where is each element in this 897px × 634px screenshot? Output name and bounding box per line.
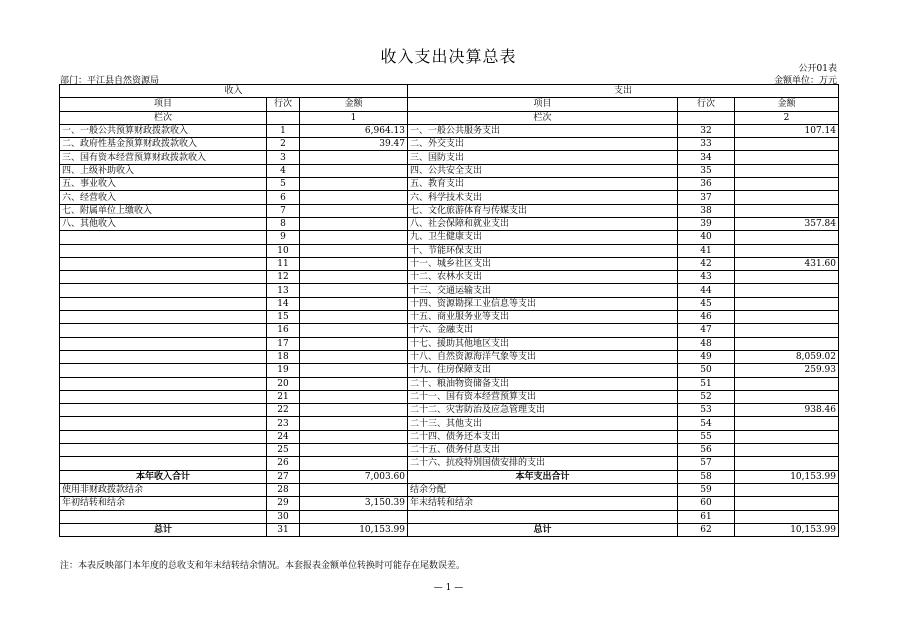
income-item: [60, 417, 267, 430]
expense-item: 十七、援助其他地区支出: [408, 337, 678, 350]
expense-item: 六、科学技术支出: [408, 191, 678, 204]
income-item: [60, 404, 267, 417]
expense-year-total-no: 58: [678, 470, 735, 483]
income-column-index: 1: [300, 111, 408, 124]
table-row: [60, 457, 839, 470]
expense-row-no: 40: [678, 231, 735, 244]
income-amount: [300, 377, 408, 390]
income-amount: [300, 337, 408, 350]
expense-item: 十五、商业服务业等支出: [408, 311, 678, 324]
income-row-no: 4: [267, 164, 300, 177]
year-total-row: [60, 470, 839, 483]
begin-balance-no: 29: [267, 497, 300, 510]
end-balance-amount: [735, 497, 839, 510]
expense-amount: 357.84: [735, 217, 839, 230]
expense-item-header: 项目: [408, 98, 678, 111]
expense-year-total-amount: 10,153.99: [735, 470, 839, 483]
income-item: [60, 257, 267, 270]
income-item: [60, 377, 267, 390]
expense-row-no: 47: [678, 324, 735, 337]
expense-amount: 431.60: [735, 257, 839, 270]
table-row: [60, 311, 839, 324]
table-row: [60, 191, 839, 204]
empty-cell: [735, 510, 839, 523]
expense-row-no: 54: [678, 417, 735, 430]
income-amount: [300, 284, 408, 297]
expense-amount: [735, 271, 839, 284]
expense-row-no: 42: [678, 257, 735, 270]
expense-grand-total-no: 62: [678, 523, 735, 536]
table-row: [60, 151, 839, 164]
income-item: [60, 364, 267, 377]
expense-amount: [735, 151, 839, 164]
expense-amount: 938.46: [735, 404, 839, 417]
expense-item: 十四、资源勘探工业信息等支出: [408, 297, 678, 310]
use-balance-amount: [300, 483, 408, 496]
table-row: [60, 271, 839, 284]
expense-row-no: 50: [678, 364, 735, 377]
income-row-no: 10: [267, 244, 300, 257]
income-row-no: 13: [267, 284, 300, 297]
income-amount: [300, 151, 408, 164]
income-row-no: 8: [267, 217, 300, 230]
expense-amount: 107.14: [735, 124, 839, 137]
income-amount: 39.47: [300, 138, 408, 151]
expense-amount: [735, 284, 839, 297]
expense-amount: 259.93: [735, 364, 839, 377]
expense-row-no: 43: [678, 271, 735, 284]
page-number: — 1 —: [433, 583, 464, 593]
table-row: [60, 124, 839, 137]
expense-item: 五、教育支出: [408, 178, 678, 191]
income-amount: [300, 231, 408, 244]
income-amount: [300, 217, 408, 230]
income-item: 七、附属单位上缴收入: [60, 204, 267, 217]
income-row-no: 14: [267, 297, 300, 310]
empty-cell: [300, 510, 408, 523]
table-row: [60, 390, 839, 403]
income-row-no: 6: [267, 191, 300, 204]
income-item: [60, 271, 267, 284]
income-expense-table: [59, 84, 839, 537]
expense-item: 十三、交通运输支出: [408, 284, 678, 297]
expense-amount: [735, 191, 839, 204]
end-balance-label: 年末结转和结余: [408, 497, 678, 510]
expense-item: 二十五、债务付息支出: [408, 444, 678, 457]
expense-amount: [735, 297, 839, 310]
table-row: [60, 377, 839, 390]
income-row-no: 22: [267, 404, 300, 417]
expense-amount: [735, 164, 839, 177]
income-row-no: 20: [267, 377, 300, 390]
income-grand-total-no: 31: [267, 523, 300, 536]
carryover-row: [60, 497, 839, 510]
use-balance-no: 28: [267, 483, 300, 496]
income-row-no: 2: [267, 138, 300, 151]
expense-item: 十九、住房保障支出: [408, 364, 678, 377]
income-row-no: 7: [267, 204, 300, 217]
income-row-no: 18: [267, 350, 300, 363]
department-label: 部门：平江县自然资源局: [60, 76, 160, 86]
expense-row-no: 55: [678, 430, 735, 443]
report-title: 收入支出决算总表: [380, 47, 517, 66]
expense-item: 二十二、灾害防治及应急管理支出: [408, 404, 678, 417]
income-item: [60, 457, 267, 470]
income-row-no: 3: [267, 151, 300, 164]
expense-item: 一、一般公共服务支出: [408, 124, 678, 137]
income-amount: [300, 271, 408, 284]
expense-row-no: 53: [678, 404, 735, 417]
section-header-row: [60, 85, 839, 98]
expense-row-no: 48: [678, 337, 735, 350]
surplus-dist-no: 59: [678, 483, 735, 496]
expense-item: 二十、粮油物资储备支出: [408, 377, 678, 390]
income-item: [60, 390, 267, 403]
expense-amount: [735, 337, 839, 350]
income-item: [60, 324, 267, 337]
grand-total-row: [60, 523, 839, 536]
table-row: [60, 430, 839, 443]
income-amount: [300, 444, 408, 457]
expense-row-no: 45: [678, 297, 735, 310]
table-row: [60, 284, 839, 297]
table-row: [60, 297, 839, 310]
expense-column-index: 2: [735, 111, 839, 124]
income-amount: [300, 204, 408, 217]
income-amount: [300, 350, 408, 363]
begin-balance-amount: 3,150.39: [300, 497, 408, 510]
income-item: [60, 430, 267, 443]
income-item: 四、上级补助收入: [60, 164, 267, 177]
income-row-no: 21: [267, 390, 300, 403]
income-amount: [300, 257, 408, 270]
table-row: [60, 178, 839, 191]
table-row: [60, 364, 839, 377]
table-row: [60, 231, 839, 244]
income-row-no: 23: [267, 417, 300, 430]
expense-item: 四、公共安全支出: [408, 164, 678, 177]
income-row-no: 26: [267, 457, 300, 470]
table-row: [60, 217, 839, 230]
table-row: [60, 417, 839, 430]
expense-row-no: 52: [678, 390, 735, 403]
expense-row-no: 33: [678, 138, 735, 151]
income-amount: [300, 311, 408, 324]
expense-amount: [735, 138, 839, 151]
expense-row-no: 56: [678, 444, 735, 457]
expense-amount: [735, 231, 839, 244]
income-amount: [300, 324, 408, 337]
expense-item: 二、外交支出: [408, 138, 678, 151]
expense-grand-total-label: 总计: [408, 523, 678, 536]
expense-amount: [735, 417, 839, 430]
income-item: [60, 231, 267, 244]
income-grand-total-amount: 10,153.99: [300, 523, 408, 536]
expense-item: 二十一、国有资本经营预算支出: [408, 390, 678, 403]
expense-row-no: 39: [678, 217, 735, 230]
expense-amount: [735, 457, 839, 470]
expense-item: 十二、农林水支出: [408, 271, 678, 284]
blank-expense-no: 61: [678, 510, 735, 523]
income-row-no: 5: [267, 178, 300, 191]
expense-row-no: 38: [678, 204, 735, 217]
amount-unit-label: 金额单位：万元: [773, 76, 837, 86]
expense-row-no: 35: [678, 164, 735, 177]
income-row-no: 25: [267, 444, 300, 457]
table-row: [60, 324, 839, 337]
expense-item: 十六、金融支出: [408, 324, 678, 337]
expense-row-no: 57: [678, 457, 735, 470]
expense-item: 九、卫生健康支出: [408, 231, 678, 244]
income-amount: [300, 430, 408, 443]
income-row-no: 24: [267, 430, 300, 443]
table-row: [60, 404, 839, 417]
surplus-dist-amount: [735, 483, 839, 496]
income-column-label: 栏次: [60, 111, 267, 124]
column-header-row: [60, 98, 839, 111]
income-amount-header: 金额: [300, 98, 408, 111]
income-amount: [300, 390, 408, 403]
expense-amount: [735, 444, 839, 457]
income-row-no: 17: [267, 337, 300, 350]
blank-row: [60, 510, 839, 523]
income-amount: 6,964.13: [300, 124, 408, 137]
expense-amount: 8,059.02: [735, 350, 839, 363]
income-item: [60, 444, 267, 457]
empty-cell: [60, 510, 267, 523]
expense-item: 七、文化旅游体育与传媒支出: [408, 204, 678, 217]
begin-balance-label: 年初结转和结余: [60, 497, 267, 510]
expense-section-header: 支出: [408, 85, 839, 98]
expense-row-no: 41: [678, 244, 735, 257]
income-year-total-no: 27: [267, 470, 300, 483]
income-amount: [300, 297, 408, 310]
income-amount: [300, 417, 408, 430]
empty-cell: [267, 111, 300, 124]
income-item: 三、国有资本经营预算财政拨款收入: [60, 151, 267, 164]
column-index-row: [60, 111, 839, 124]
income-amount: [300, 244, 408, 257]
expense-row-no: 44: [678, 284, 735, 297]
income-row-no: 11: [267, 257, 300, 270]
table-row: [60, 244, 839, 257]
expense-amount-header: 金额: [735, 98, 839, 111]
expense-row-no: 34: [678, 151, 735, 164]
income-amount: [300, 364, 408, 377]
income-year-total-amount: 7,003.60: [300, 470, 408, 483]
expense-item: 十八、自然资源海洋气象等支出: [408, 350, 678, 363]
expense-row-no: 49: [678, 350, 735, 363]
income-item: [60, 350, 267, 363]
expense-amount: [735, 178, 839, 191]
income-amount: [300, 457, 408, 470]
expense-amount: [735, 377, 839, 390]
income-item: 六、经营收入: [60, 191, 267, 204]
income-item: [60, 337, 267, 350]
income-item: [60, 311, 267, 324]
balance-row: [60, 483, 839, 496]
income-row-no: 19: [267, 364, 300, 377]
table-row: [60, 444, 839, 457]
income-item: 一、一般公共预算财政拨款收入: [60, 124, 267, 137]
expense-column-label: 栏次: [408, 111, 678, 124]
expense-amount: [735, 244, 839, 257]
expense-amount: [735, 324, 839, 337]
surplus-dist-label: 结余分配: [408, 483, 678, 496]
expense-item: 二十四、债务还本支出: [408, 430, 678, 443]
expense-amount: [735, 311, 839, 324]
expense-row-no: 46: [678, 311, 735, 324]
income-row-no: 9: [267, 231, 300, 244]
end-balance-no: 60: [678, 497, 735, 510]
income-row-no: 16: [267, 324, 300, 337]
table-row: [60, 164, 839, 177]
table-row: [60, 350, 839, 363]
expense-item: 十、节能环保支出: [408, 244, 678, 257]
income-item: 二、政府性基金预算财政拨款收入: [60, 138, 267, 151]
expense-row-no: 37: [678, 191, 735, 204]
expense-rowno-header: 行次: [678, 98, 735, 111]
table-row: [60, 204, 839, 217]
income-item: [60, 297, 267, 310]
income-item: 八、其他收入: [60, 217, 267, 230]
income-amount: [300, 404, 408, 417]
blank-income-no: 30: [267, 510, 300, 523]
income-item: [60, 284, 267, 297]
income-item: [60, 244, 267, 257]
income-row-no: 12: [267, 271, 300, 284]
table-row: [60, 337, 839, 350]
footnote: 注：本表反映部门本年度的总收支和年末结转结余情况。本套报表金额单位转换时可能存在尾数误差。: [60, 561, 466, 571]
expense-year-total-label: 本年支出合计: [408, 470, 678, 483]
table-row: [60, 138, 839, 151]
income-row-no: 1: [267, 124, 300, 137]
expense-amount: [735, 390, 839, 403]
use-balance-label: 使用非财政拨款结余: [60, 483, 267, 496]
income-year-total-label: 本年收入合计: [60, 470, 267, 483]
expense-item: 二十六、抗疫特别国债安排的支出: [408, 457, 678, 470]
table-row: [60, 257, 839, 270]
expense-grand-total-amount: 10,153.99: [735, 523, 839, 536]
income-item-header: 项目: [60, 98, 267, 111]
form-number: 公开01表: [798, 64, 837, 74]
income-grand-total-label: 总计: [60, 523, 267, 536]
income-amount: [300, 191, 408, 204]
expense-item: 三、国防支出: [408, 151, 678, 164]
expense-item: 二十三、其他支出: [408, 417, 678, 430]
empty-cell: [678, 111, 735, 124]
expense-row-no: 51: [678, 377, 735, 390]
expense-row-no: 32: [678, 124, 735, 137]
income-rowno-header: 行次: [267, 98, 300, 111]
income-item: 五、事业收入: [60, 178, 267, 191]
expense-item: 八、社会保障和就业支出: [408, 217, 678, 230]
income-section-header: 收入: [60, 85, 408, 98]
expense-item: 十一、城乡社区支出: [408, 257, 678, 270]
expense-row-no: 36: [678, 178, 735, 191]
income-row-no: 15: [267, 311, 300, 324]
expense-amount: [735, 204, 839, 217]
income-amount: [300, 164, 408, 177]
empty-cell: [408, 510, 678, 523]
income-amount: [300, 178, 408, 191]
expense-amount: [735, 430, 839, 443]
